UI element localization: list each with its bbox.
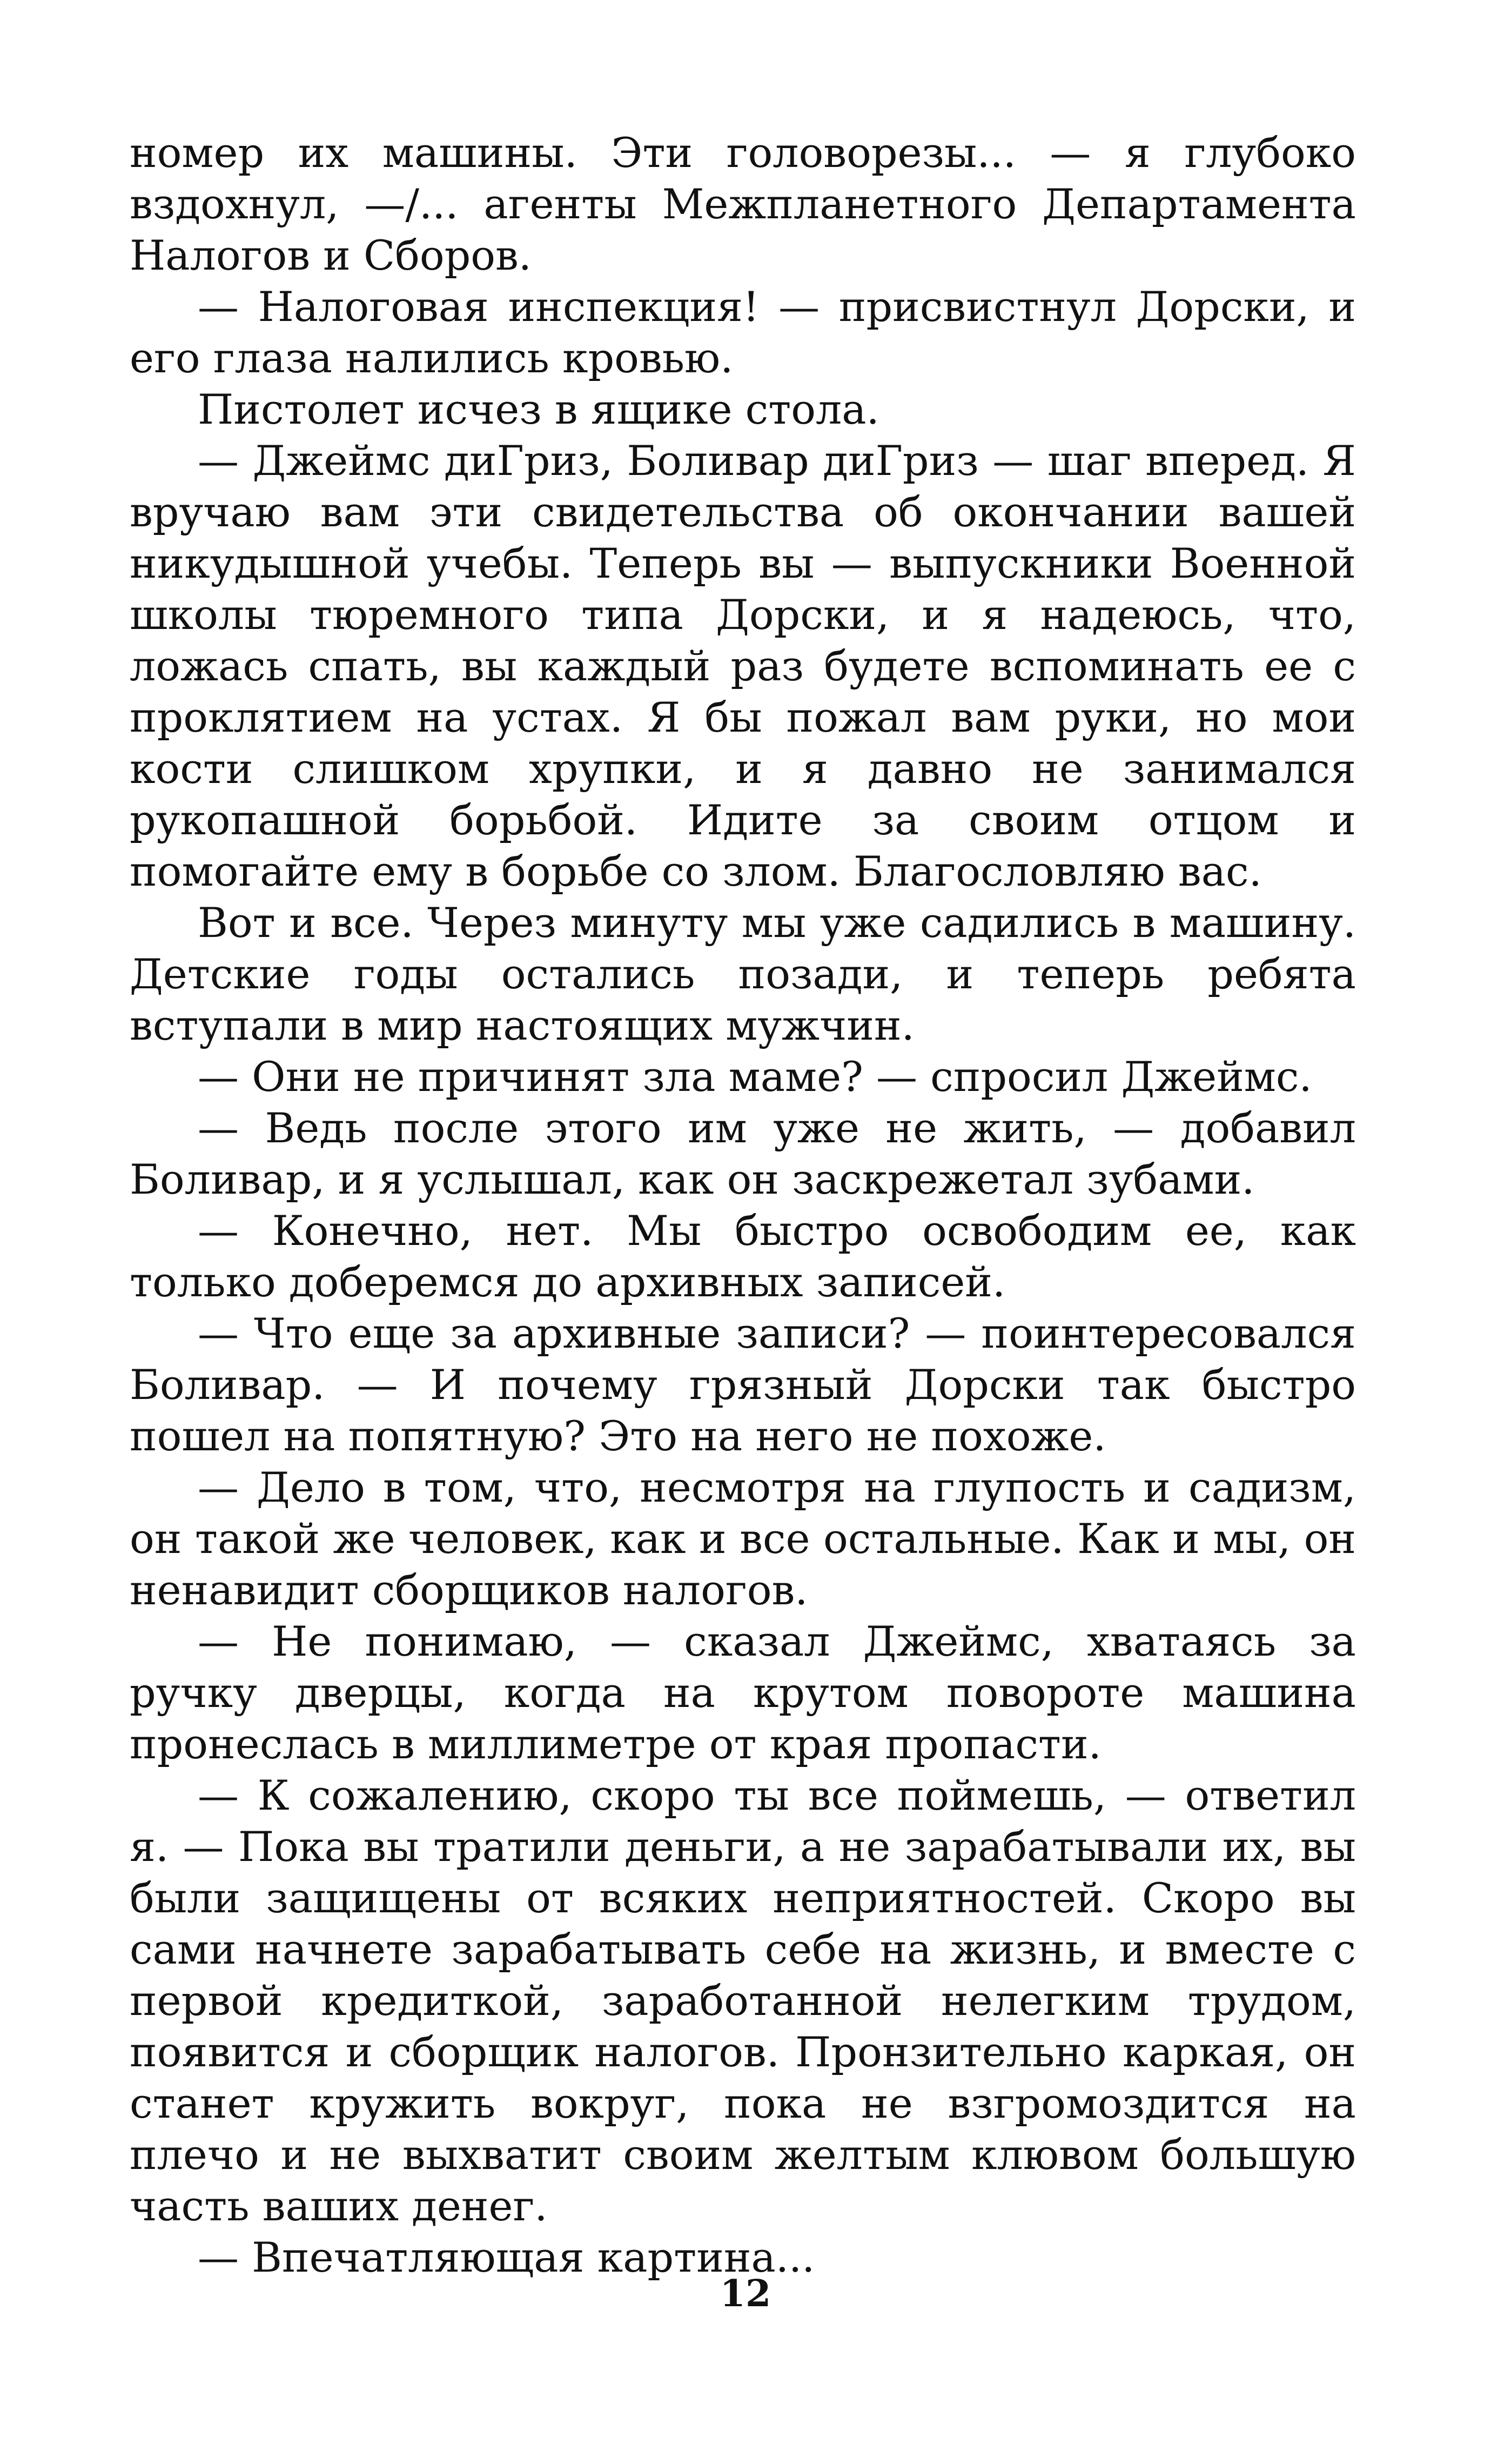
paragraph-11: — Не понимаю, — сказал Джеймс, хватаясь за ручку дверцы, когда на крутом повороте машина пронеслась в миллиметре от края пропасти. (130, 1617, 1356, 1768)
paragraph-7: — Ведь после этого им уже не жить, — добавил Боливар, и я услышал, как он заскрежетал зубами. (130, 1104, 1356, 1203)
page-number: 12 (720, 2272, 771, 2315)
paragraph-13: — Впечатляющая картина... (198, 2233, 815, 2281)
paragraph-10: — Дело в том, что, несмотря на глупость и садизм, он такой же человек, как и все остальные. Как и мы, он ненавидит сборщиков налогов. (130, 1463, 1356, 1614)
paragraph-12: — К сожалению, скоро ты все поймешь, — ответил я. — Пока вы тратили деньги, а не зарабатывали их, вы были защищены от всяких неприятностей. Скоро вы сами начнете зарабатывать себе на жизнь, и вместе с первой кредиткой, заработанной нелегким трудом, появится и сборщик налогов. Пронзительно каркая, он станет кружить вокруг, пока не взгромоздится на плечо и не выхватит своим желтым клювом большую часть ваших денег. (130, 1771, 1356, 2230)
paragraph-3: Пистолет исчез в ящике стола. (198, 385, 879, 433)
paragraph-6: — Они не причинят зла маме? — спросил Джеймс. (198, 1053, 1312, 1101)
paragraph-9: — Что еще за архивные записи? — поинтересовался Боливар. — И почему грязный Дорски так быстро пошел на попятную? Это на него не похоже. (130, 1309, 1356, 1460)
paragraph-8: — Конечно, нет. Мы быстро освободим ее, как только доберемся до архивных записей. (130, 1207, 1356, 1306)
page-text (130, 127, 1356, 2283)
paragraph-5: Вот и все. Через минуту мы уже садились в машину. Детские годы остались позади, и теперь ребята вступали в мир настоящих мужчин. (130, 899, 1356, 1049)
paragraph-2: — Налоговая инспекция! — присвистнул Дорски, и его глаза налились кровью. (130, 283, 1356, 382)
paragraph-1: номер их машины. Эти головорезы... — я глубоко вздохнул, —/... агенты Межпланетного Департамента Налогов и Сборов. (130, 129, 1356, 279)
paragraph-4: — Джеймс диГриз, Боливар диГриз — шаг вперед. Я вручаю вам эти свидетельства об окончании вашей никудышной учебы. Теперь вы — выпускники Военной школы тюремного типа Дорски, и я надеюсь, что, ложась спать, вы каждый раз будете вспоминать ее с проклятием на устах. Я бы пожал вам руки, но мои кости слишком хрупки, и я давно не занимался рукопашной борьбой. Идите за своим отцом и помогайте ему в борьбе со злом. Благословляю вас. (130, 437, 1356, 895)
